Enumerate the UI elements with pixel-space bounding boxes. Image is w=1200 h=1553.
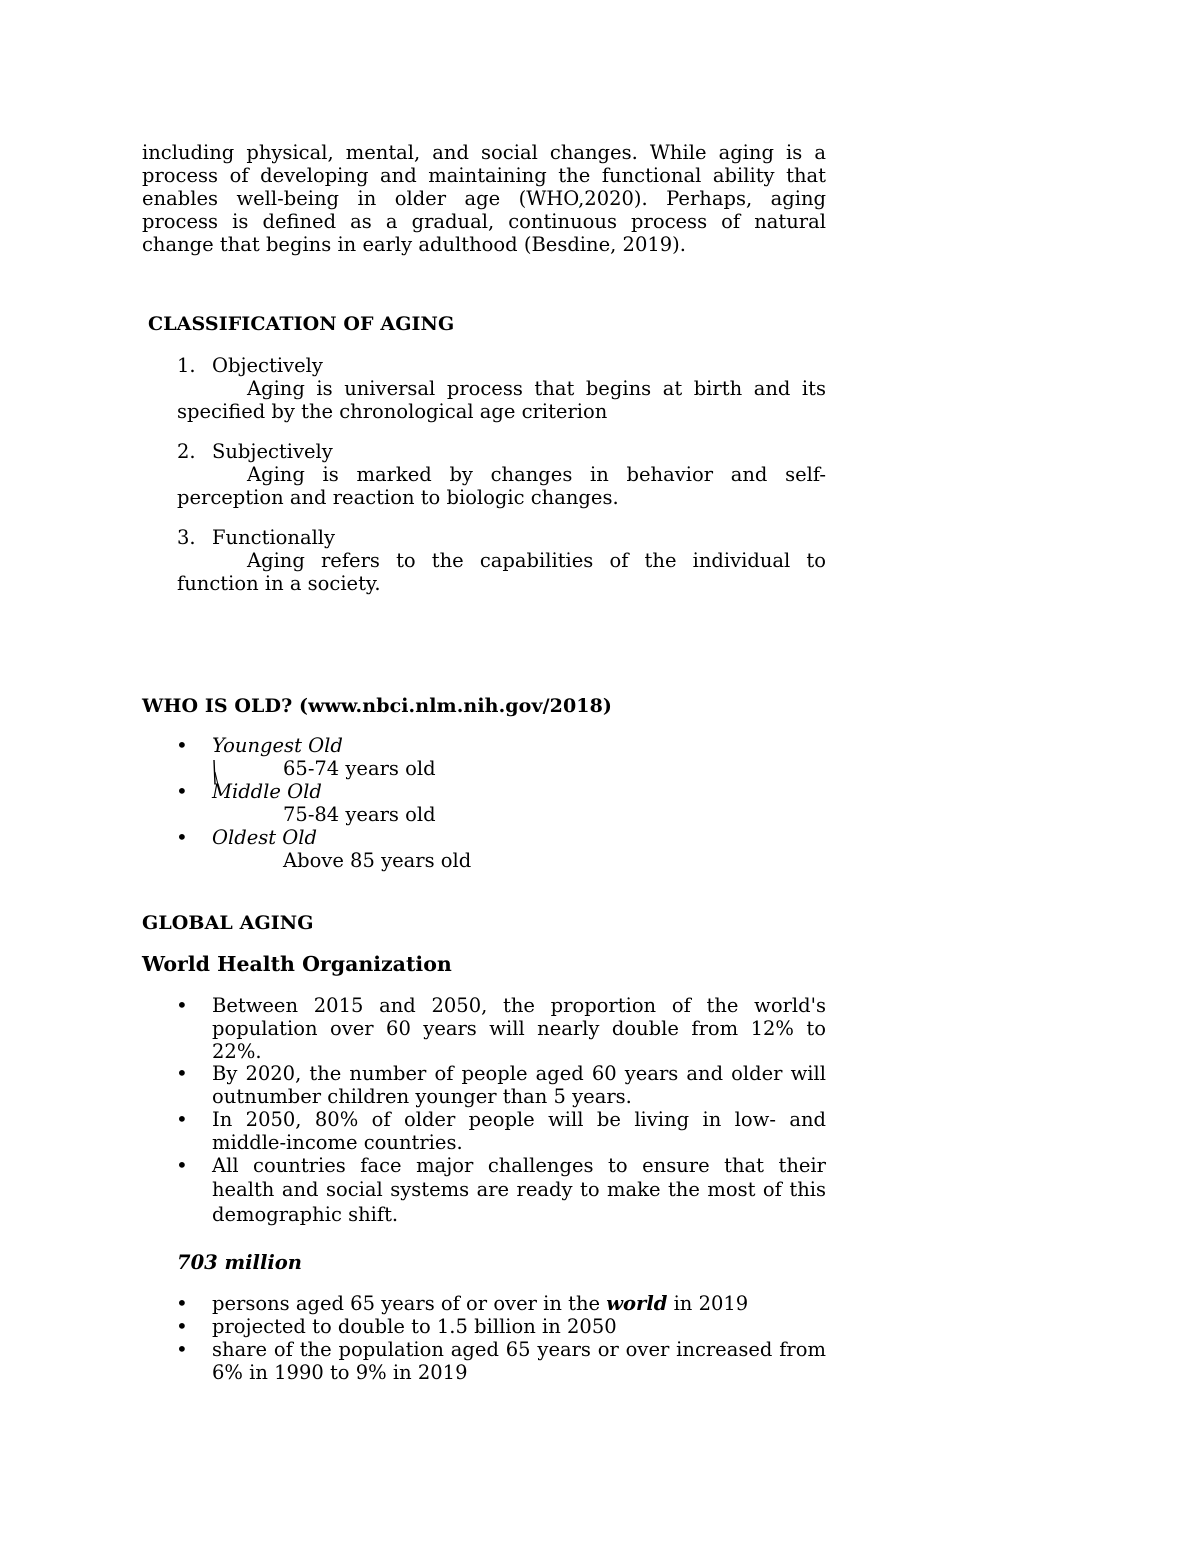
global-aging-heading: GLOBAL AGING xyxy=(142,912,314,934)
classification-body-2b: perception and reaction to biologic changes. xyxy=(177,486,619,509)
global-bullet-4-line-3: demographic shift. xyxy=(212,1203,399,1226)
million-bullet-3-line-2: 6% in 1990 to 9% in 2019 xyxy=(212,1361,468,1384)
global-bullet-2-line-1: By 2020, the number of people aged 60 years and older will xyxy=(212,1062,826,1085)
bullet-icon xyxy=(176,1315,188,1327)
million-bullet-2: projected to double to 1.5 billion in 2050 xyxy=(212,1315,617,1338)
bullet-icon xyxy=(176,1154,188,1166)
million-bullet-1 xyxy=(212,1292,826,1315)
bullet-icon xyxy=(176,780,188,792)
age-group-middle-old: Middle Old xyxy=(212,780,322,803)
age-range-oldest-old: Above 85 years old xyxy=(283,849,472,872)
global-bullet-4-line-1: All countries face major challenges to ensure that their xyxy=(212,1154,826,1177)
bullet-icon xyxy=(176,1108,188,1120)
bullet-icon xyxy=(176,826,188,838)
age-group-youngest-old: Youngest Old xyxy=(212,734,343,757)
million-bullet-3-line-1: share of the population aged 65 years or over increased from xyxy=(212,1338,826,1361)
classification-title-subjectively: Subjectively xyxy=(212,440,333,463)
million-bullet-1-pre: persons aged 65 years of or over in the xyxy=(212,1292,607,1315)
intro-line-1: including physical, mental, and social changes. While aging is a xyxy=(142,141,826,164)
million-heading: 703 million xyxy=(177,1251,302,1274)
classification-number-2: 2. xyxy=(177,440,196,463)
intro-line-5: change that begins in early adulthood (Besdine, 2019). xyxy=(142,233,686,256)
classification-number-3: 3. xyxy=(177,526,196,549)
classification-body-1a: Aging is universal process that begins at birth and its xyxy=(247,377,826,400)
global-bullet-1-line-2: population over 60 years will nearly double from 12% to xyxy=(212,1017,826,1040)
classification-heading: CLASSIFICATION OF AGING xyxy=(148,313,455,335)
classification-number-1: 1. xyxy=(177,354,196,377)
classification-title-objectively: Objectively xyxy=(212,354,323,377)
age-range-youngest-old: 65-74 years old xyxy=(283,757,436,780)
global-bullet-1-line-1: Between 2015 and 2050, the proportion of the world's xyxy=(212,994,826,1017)
million-bullet-1-bold: world xyxy=(606,1292,668,1315)
classification-body-3b: function in a society. xyxy=(177,572,381,595)
who-is-old-heading: WHO IS OLD? (www.nbci.nlm.nih.gov/2018) xyxy=(142,695,612,717)
classification-body-1b: specified by the chronological age criterion xyxy=(177,400,608,423)
bullet-icon xyxy=(176,1062,188,1074)
intro-line-4: process is defined as a gradual, continuous process of natural xyxy=(142,210,826,233)
global-bullet-3-line-2: middle-income countries. xyxy=(212,1131,463,1154)
age-range-middle-old: 75-84 years old xyxy=(283,803,436,826)
classification-title-functionally: Functionally xyxy=(212,526,336,549)
million-bullet-1-post: in 2019 xyxy=(667,1292,749,1315)
who-subheading: World Health Organization xyxy=(142,952,452,976)
bullet-icon xyxy=(176,1338,188,1350)
bullet-icon xyxy=(176,994,188,1006)
global-bullet-3-line-1: In 2050, 80% of older people will be living in low- and xyxy=(212,1108,826,1131)
intro-line-2: process of developing and maintaining the functional ability that xyxy=(142,164,826,187)
bullet-icon xyxy=(176,734,188,746)
classification-body-3a: Aging refers to the capabilities of the individual to xyxy=(247,549,826,572)
global-bullet-1-line-3: 22%. xyxy=(212,1040,262,1063)
global-bullet-2-line-2: outnumber children younger than 5 years. xyxy=(212,1085,632,1108)
bullet-icon xyxy=(176,1292,188,1304)
age-group-oldest-old: Oldest Old xyxy=(212,826,317,849)
global-bullet-4-line-2: health and social systems are ready to make the most of this xyxy=(212,1178,826,1201)
intro-line-3: enables well-being in older age (WHO,2020). Perhaps, aging xyxy=(142,187,826,210)
classification-body-2a: Aging is marked by changes in behavior and self- xyxy=(247,463,826,486)
